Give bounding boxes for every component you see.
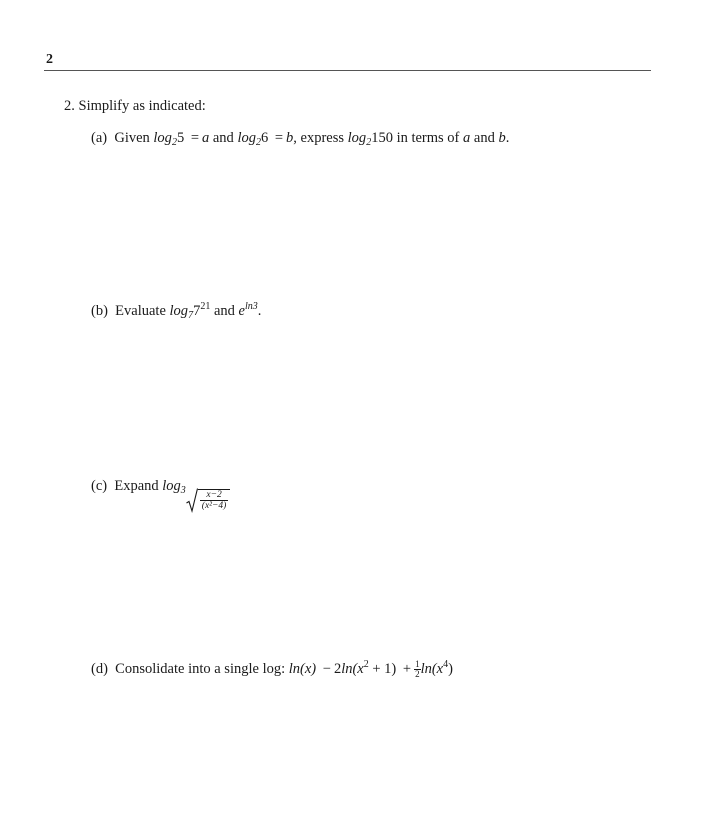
part-a-prefix: Given (114, 130, 150, 146)
part-b-end: . (257, 303, 262, 319)
problem-number: 2. (64, 98, 75, 114)
part-d-prefix: Consolidate into a single log: (115, 661, 286, 677)
part-c-numerator: x−2 (200, 490, 229, 501)
part-b-prefix: Evaluate (115, 303, 166, 319)
part-d-term2: $2\ln(x^2 + 1)$ (333, 659, 397, 677)
part-a-var-a: a (202, 130, 210, 146)
part-a-log3: $\log_2150$ (347, 130, 393, 148)
part-a-middle: , express (293, 130, 345, 146)
part-d (91, 660, 453, 679)
part-a-log1: $\log_25$ (153, 130, 185, 148)
part-a-term-a: a (463, 130, 471, 146)
problem-title (64, 98, 206, 115)
part-d-term3: $\ln(x^4)$ (420, 659, 453, 677)
part-b (91, 303, 261, 320)
part-b-label: (b) (91, 303, 108, 319)
part-b-exp: $e^{ln3}$ (238, 301, 258, 319)
part-c-prefix: Expand (114, 478, 159, 494)
part-a-label: (a) (91, 130, 108, 146)
part-d-op2: + (402, 661, 412, 677)
part-a-conj2: and (473, 130, 495, 146)
page-number: 2 (46, 52, 53, 67)
part-c-log: $\log_3$ (162, 478, 186, 496)
part-a-conj: and (212, 130, 234, 146)
part-a-log2: $\log_26$ (237, 130, 269, 148)
part-a: (a) Given $\log_25 = a$ and $\log_26 = b$, express $\log_2150$ in terms of a and b. (91, 130, 510, 148)
part-d-term1: ln(x) (288, 661, 317, 677)
problem-title-text: Simplify as indicated: (78, 98, 206, 114)
sqrt-radical-icon (186, 487, 198, 513)
part-a-var-b: b (286, 130, 294, 146)
part-a-term-b: b (498, 130, 506, 146)
part-b-log: $\log_77^{21}$ (169, 301, 211, 321)
part-b-conj: and (213, 303, 235, 319)
part-c-denominator: (x²−4) (201, 501, 227, 511)
part-c (91, 478, 230, 513)
header-rule (44, 70, 651, 71)
part-d-op1: − (322, 661, 331, 677)
part-d-label: (d) (91, 661, 108, 677)
part-a-suffix: in terms of (396, 130, 460, 146)
part-c-label: (c) (91, 478, 108, 494)
part-c-fraction (200, 490, 229, 511)
part-d-half: $\frac{1}{2}$ (415, 659, 420, 679)
part-a-end: . (505, 130, 510, 146)
part-c-sqrt (186, 487, 231, 513)
